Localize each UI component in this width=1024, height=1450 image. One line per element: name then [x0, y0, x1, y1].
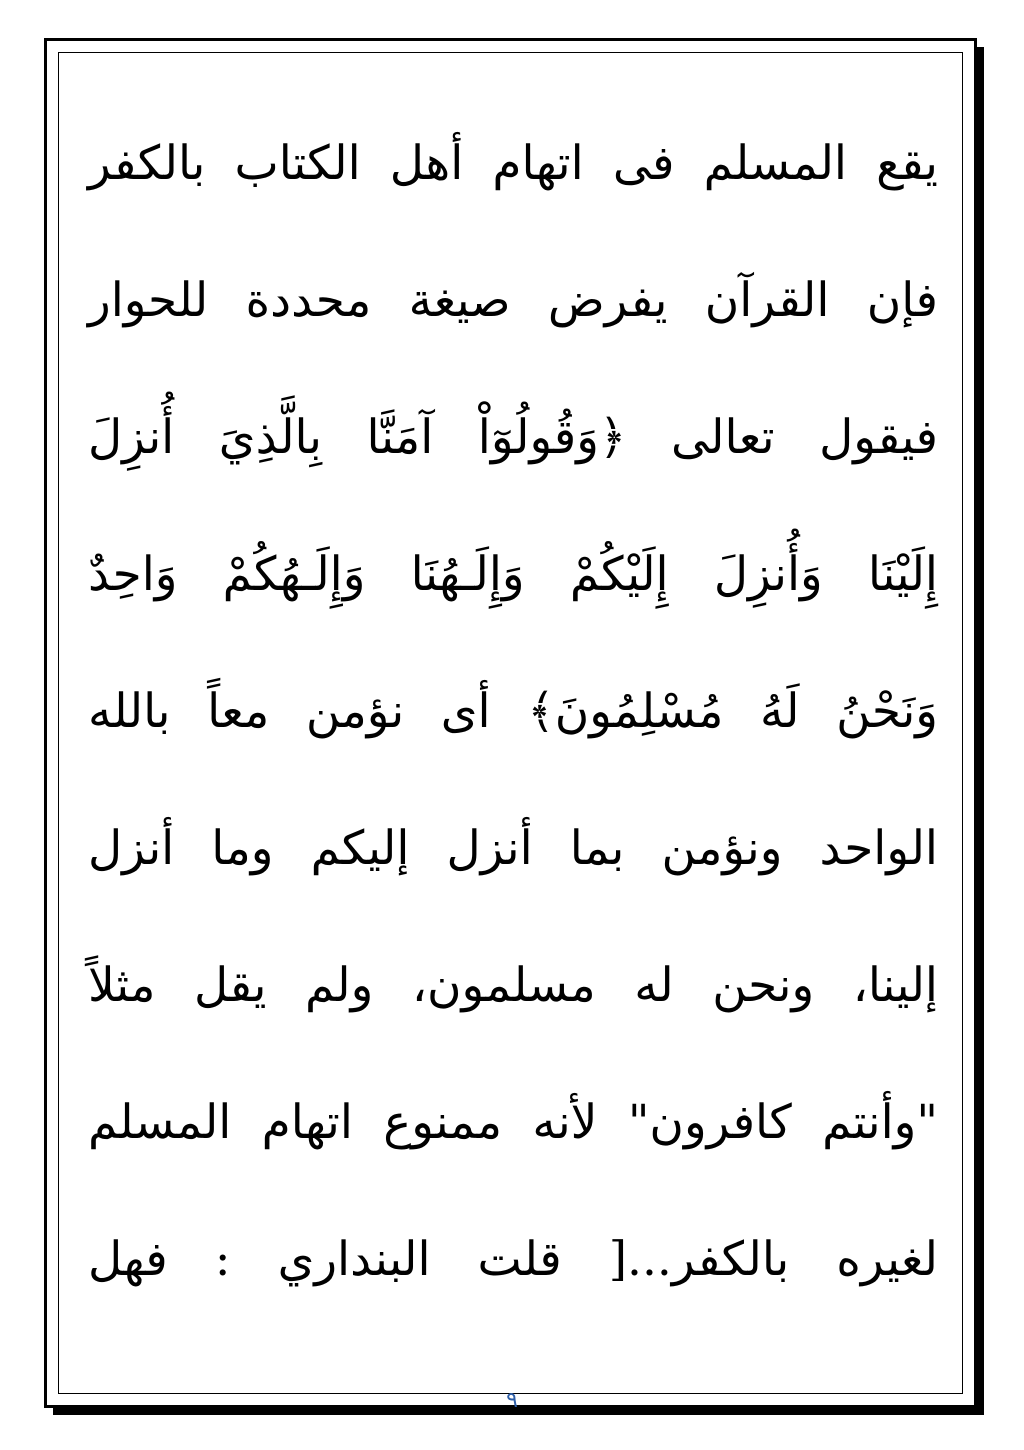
- text-line-9: لغيره بالكفر...[ قلت البنداري : فهل: [88, 1232, 938, 1287]
- text-line-4: إِلَيْنَا وَأُنزِلَ إِلَيْكُمْ وَإِلَـهُنَا وَإِلَـهُكُمْ وَاحِدٌ: [88, 547, 938, 602]
- text-line-5: وَنَحْنُ لَهُ مُسْلِمُونَ﴾ أى نؤمن معاً بالله: [88, 684, 938, 739]
- text-line-7: إلينا، ونحن له مسلمون، ولم يقل مثلاً: [88, 958, 938, 1013]
- text-line-3: فيقول تعالى ﴿وَقُولُوٓاْ آمَنَّا بِالَّذِيَ أُنزِلَ: [88, 410, 938, 465]
- text-line-2: فإن القرآن يفرض صيغة محددة للحوار: [88, 273, 938, 328]
- text-line-8: "وأنتم كافرون" لأنه ممنوع اتهام المسلم: [88, 1095, 938, 1150]
- page-body-text: [88, 118, 938, 1351]
- text-line-1: يقع المسلم فى اتهام أهل الكتاب بالكفر: [88, 136, 938, 191]
- page-number: ٩: [506, 1388, 518, 1413]
- text-line-6: الواحد ونؤمن بما أنزل إليكم وما أنزل: [88, 821, 938, 876]
